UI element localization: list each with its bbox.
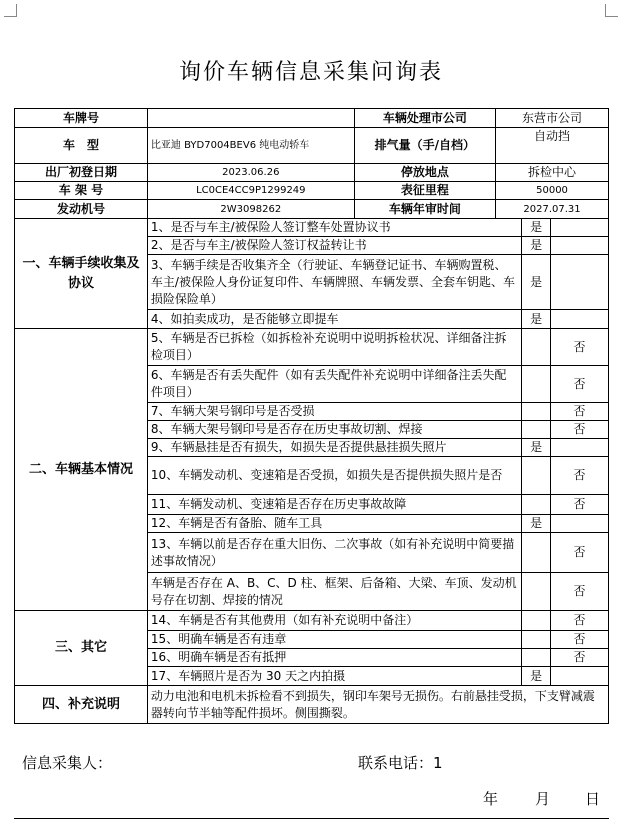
answer-no: 否 bbox=[550, 403, 608, 421]
answer-no: 否 bbox=[550, 366, 608, 403]
question-text: 4、如拍卖成功，是否能够立即提车 bbox=[147, 310, 522, 329]
answer-no: 否 bbox=[550, 573, 608, 611]
date-month-label: 月 bbox=[535, 790, 551, 808]
question-text: 8、车辆大架号钢印号是否存在历史事故切割、焊接 bbox=[147, 421, 522, 439]
answer-yes bbox=[522, 533, 550, 573]
supplement-text: 动力电池和电机未拆检看不到损失，钢印车架号无损伤。右前悬挂受损，下支臂减震器转向节半轴等配件损坏。侧围撕裂。 bbox=[147, 686, 608, 724]
answer-no bbox=[550, 439, 608, 457]
answer-yes bbox=[522, 457, 550, 495]
answer-yes bbox=[522, 403, 550, 421]
answer-no: 否 bbox=[550, 631, 608, 649]
question-text: 17、车辆照片是否为 30 天之内拍摄 bbox=[147, 667, 522, 686]
inspection-label: 车辆年审时间 bbox=[354, 200, 495, 219]
vin-label: 车 架 号 bbox=[15, 182, 148, 200]
question-row bbox=[15, 219, 609, 237]
question-row bbox=[15, 611, 609, 631]
vehicle-row bbox=[15, 128, 609, 164]
reg-date-label: 出厂初登日期 bbox=[15, 164, 148, 182]
answer-yes: 是 bbox=[522, 255, 550, 310]
question-text: 14、车辆是否有其他费用（如有补充说明中备注） bbox=[147, 611, 522, 631]
question-text: 13、车辆以前是否存在重大旧伤、二次事故（如有补充说明中简要描述事故情况） bbox=[147, 533, 522, 573]
answer-yes bbox=[522, 573, 550, 611]
answer-yes bbox=[522, 649, 550, 667]
answer-yes bbox=[522, 329, 550, 366]
page-corner-mark bbox=[605, 4, 618, 17]
answer-no: 否 bbox=[550, 649, 608, 667]
disposal-city-value: 东营市公司 bbox=[496, 109, 609, 128]
answer-yes bbox=[522, 611, 550, 631]
answer-no bbox=[550, 310, 608, 329]
section-3-title: 三、其它 bbox=[15, 611, 148, 686]
answer-no: 否 bbox=[550, 495, 608, 515]
question-text: 1、是否与车主/被保险人签订整车处置协议书 bbox=[147, 219, 522, 237]
answer-yes bbox=[522, 631, 550, 649]
question-text: 车辆是否存在 A、B、C、D 柱、框架、后备箱、大梁、车顶、发动机号存在切割、焊接的情况 bbox=[147, 573, 522, 611]
inquiry-form-table bbox=[14, 108, 609, 724]
section-1-title: 一、车辆手续收集及协议 bbox=[15, 219, 148, 329]
question-text: 16、明确车辆是否有抵押 bbox=[147, 649, 522, 667]
vehicle-row bbox=[15, 200, 609, 219]
displacement-value: 自动挡 bbox=[496, 128, 609, 164]
question-text: 11、车辆发动机、变速箱是否存在历史事故故障 bbox=[147, 495, 522, 515]
section-2-title: 二、车辆基本情况 bbox=[15, 329, 148, 611]
question-text: 12、车辆是否有备胎、随车工具 bbox=[147, 515, 522, 533]
answer-no: 否 bbox=[550, 457, 608, 495]
question-text: 6、车辆是否有丢失配件（如有丢失配件补充说明中详细备注丢失配件项目） bbox=[147, 366, 522, 403]
mileage-label: 表征里程 bbox=[354, 182, 495, 200]
answer-no bbox=[550, 219, 608, 237]
answer-no bbox=[550, 255, 608, 310]
model-value: 比亚迪 BYD7004BEV6 纯电动轿车 bbox=[147, 128, 354, 164]
engine-value: 2W3098262 bbox=[147, 200, 354, 219]
question-text: 9、车辆悬挂是否有损失，如损失是否提供悬挂损失照片 bbox=[147, 439, 522, 457]
displacement-label: 排气量（手/自档） bbox=[354, 128, 495, 164]
question-text: 3、车辆手续是否收集齐全（行驶证、车辆登记证书、车辆购置税、车主/被保险人身份证复印件、车辆牌照、车辆发票、全套车钥匙、车损险保险单） bbox=[147, 255, 522, 310]
vin-value: LC0CE4CC9P1299249 bbox=[147, 182, 354, 200]
mileage-value: 50000 bbox=[496, 182, 609, 200]
engine-label: 发动机号 bbox=[15, 200, 148, 219]
vehicle-row bbox=[15, 164, 609, 182]
answer-no bbox=[550, 237, 608, 255]
answer-yes bbox=[522, 421, 550, 439]
answer-yes: 是 bbox=[522, 219, 550, 237]
answer-no bbox=[550, 667, 608, 686]
question-row bbox=[15, 329, 609, 366]
question-text: 2、是否与车主/被保险人签订权益转让书 bbox=[147, 237, 522, 255]
inspection-value: 2027.07.31 bbox=[496, 200, 609, 219]
answer-yes: 是 bbox=[522, 439, 550, 457]
vehicle-row bbox=[15, 109, 609, 128]
page-corner-mark bbox=[4, 4, 17, 17]
answer-yes bbox=[522, 366, 550, 403]
answer-no: 否 bbox=[550, 421, 608, 439]
answer-yes: 是 bbox=[522, 310, 550, 329]
date-day-label: 日 bbox=[585, 790, 601, 808]
plate-label: 车牌号 bbox=[15, 109, 148, 128]
supplement-row bbox=[15, 686, 609, 724]
document-title: 询价车辆信息采集问询表 bbox=[178, 60, 443, 85]
vehicle-row bbox=[15, 182, 609, 200]
answer-no: 否 bbox=[550, 533, 608, 573]
answer-no: 否 bbox=[550, 611, 608, 631]
phone-label: 联系电话：1 bbox=[358, 754, 443, 772]
plate-value bbox=[147, 109, 354, 128]
disposal-city-label: 车辆处理市公司 bbox=[354, 109, 495, 128]
answer-yes: 是 bbox=[522, 667, 550, 686]
answer-yes bbox=[522, 495, 550, 515]
model-label: 车 型 bbox=[15, 128, 148, 164]
date-year-label: 年 bbox=[483, 790, 499, 808]
parking-label: 停放地点 bbox=[354, 164, 495, 182]
collector-label: 信息采集人： bbox=[22, 754, 113, 772]
parking-value: 拆检中心 bbox=[496, 164, 609, 182]
question-text: 5、车辆是否已拆检（如拆检补充说明中说明拆检状况、详细备注拆检项目） bbox=[147, 329, 522, 366]
answer-no bbox=[550, 515, 608, 533]
answer-no: 否 bbox=[550, 329, 608, 366]
question-text: 7、车辆大架号钢印号是否受损 bbox=[147, 403, 522, 421]
answer-yes: 是 bbox=[522, 515, 550, 533]
question-text: 15、明确车辆是否有违章 bbox=[147, 631, 522, 649]
question-text: 10、车辆发动机、变速箱是否受损，如损失是否提供损失照片是否 bbox=[147, 457, 522, 495]
section-4-title: 四、补充说明 bbox=[15, 686, 148, 724]
answer-yes: 是 bbox=[522, 237, 550, 255]
reg-date-value: 2023.06.26 bbox=[147, 164, 354, 182]
page-bottom-divider bbox=[14, 818, 609, 819]
